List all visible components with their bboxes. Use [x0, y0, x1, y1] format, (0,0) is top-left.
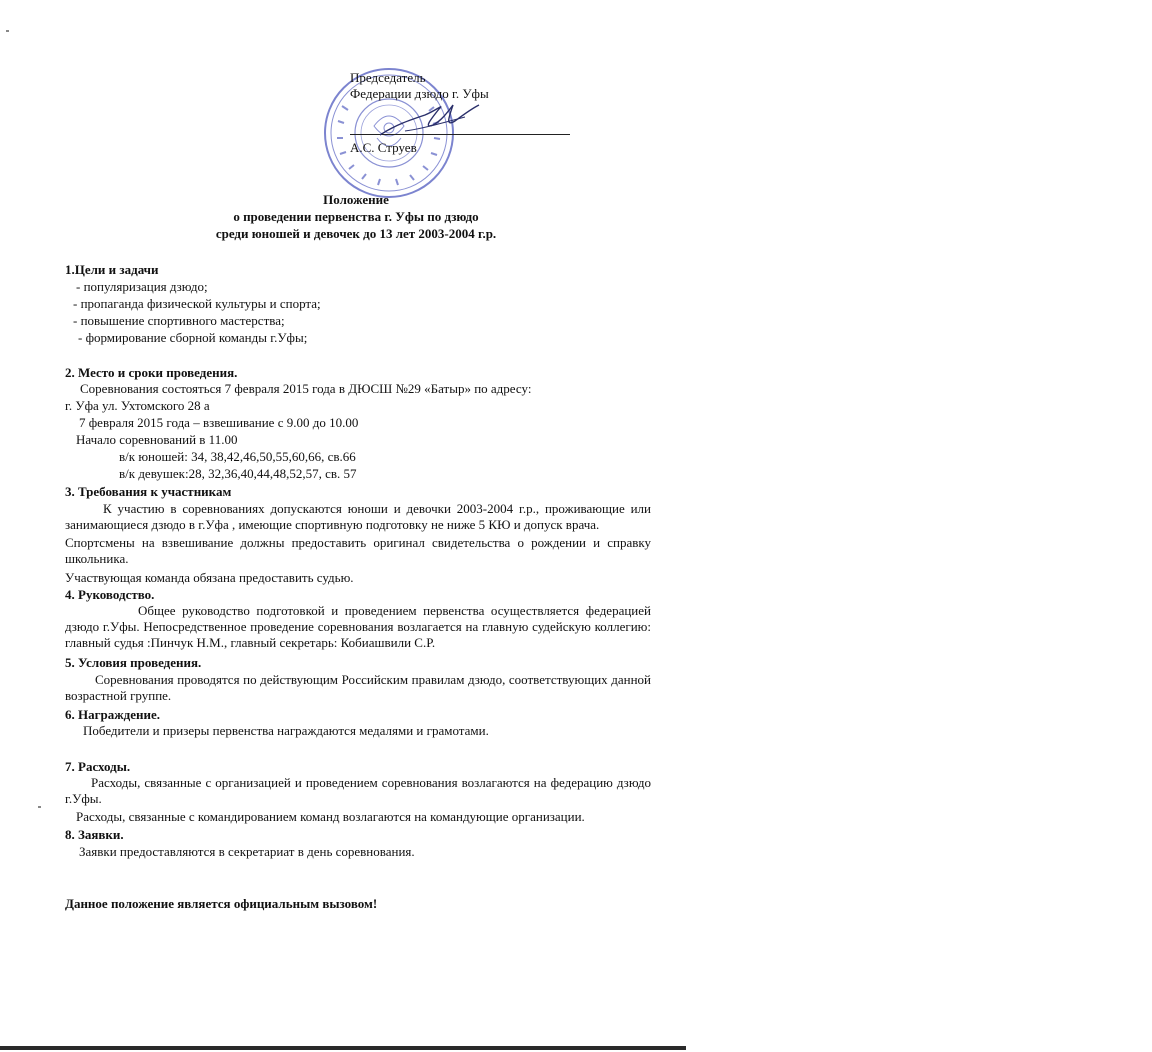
document-subtitle-line2: среди юношей и девочек до 13 лет 2003-2004 г.р. [215, 226, 497, 241]
document-title: Положение [323, 192, 389, 207]
section2-line: Начало соревнований в 11.00 [76, 432, 238, 447]
section2-line: в/к девушек:28, 32,36,40,44,48,52,57, св. 57 [119, 466, 357, 481]
section4-paragraph: Общее руководство подготовкой и проведением первенства осуществляется федерацией дзюдо г.Уфы. Непосредственное проведение соревнования возлагается на главную судейскую коллегию: главный судья :Пинчук Н.М., главный секретарь: Кобиашвили С.Р. [65, 603, 651, 650]
section3-paragraph: Спортсмены на взвешивание должны предоставить оригинал свидетельства о рождении и справку школьника. [65, 535, 651, 566]
document-subtitle-line1: о проведении первенства г. Уфы по дзюдо [233, 209, 479, 224]
section6-paragraph: Победители и призеры первенства награждаются медалями и грамотами. [83, 723, 489, 738]
approval-role-line2: Федерации дзюдо г. Уфы [350, 86, 489, 101]
section1-heading: 1.Цели и задачи [65, 262, 159, 277]
section2-line: 7 февраля 2015 года – взвешивание с 9.00 до 10.00 [79, 415, 359, 430]
section3-paragraph: Участвующая команда обязана предоставить судью. [65, 570, 354, 585]
section2-line: г. Уфа ул. Ухтомского 28 а [65, 398, 210, 413]
section2-line: Соревнования состояться 7 февраля 2015 года в ДЮСШ №29 «Батыр» по адресу: [80, 381, 532, 396]
scan-bottom-edge [0, 1046, 686, 1050]
section4-heading: 4. Руководство. [65, 587, 155, 602]
section1-item: - пропаганда физической культуры и спорта; [73, 296, 321, 311]
section3-paragraph: К участию в соревнованиях допускаются юноши и девочки 2003-2004 г.р., проживающие или занимающиеся дзюдо в г.Уфа , имеющие спортивную подготовку не ниже 5 КЮ и допуск врача. [65, 501, 651, 532]
section7-paragraph: Расходы, связанные с командированием команд возлагаются на командующие организации. [76, 809, 585, 824]
section1-item: - популяризация дзюдо; [76, 279, 208, 294]
section8-paragraph: Заявки предоставляются в секретариат в день соревнования. [79, 844, 415, 859]
approval-signatory: А.С. Струев [350, 140, 417, 155]
scan-speck [38, 806, 41, 808]
section6-heading: 6. Награждение. [65, 707, 161, 722]
section2-line: в/к юношей: 34, 38,42,46,50,55,60,66, св.66 [119, 449, 356, 464]
approval-role-line1: Председатель [350, 70, 426, 85]
closing-statement: Данное положение является официальным вызовом! [65, 896, 378, 911]
scan-speck [6, 30, 9, 32]
section5-paragraph: Соревнования проводятся по действующим Российским правилам дзюдо, соответствующих данной возрастной группе. [65, 672, 651, 703]
section3-heading: 3. Требования к участникам [65, 484, 232, 499]
section1-item: - формирование сборной команды г.Уфы; [78, 330, 308, 345]
handwritten-signature [375, 95, 485, 145]
section7-paragraph: Расходы, связанные с организацией и проведением соревнования возлагаются на федерацию дзюдо г.Уфы. [65, 775, 651, 806]
section1-item: - повышение спортивного мастерства; [73, 313, 285, 328]
section5-heading: 5. Условия проведения. [65, 655, 202, 670]
section8-heading: 8. Заявки. [65, 827, 124, 842]
section2-heading: 2. Место и сроки проведения. [65, 365, 238, 380]
section7-heading: 7. Расходы. [65, 759, 131, 774]
